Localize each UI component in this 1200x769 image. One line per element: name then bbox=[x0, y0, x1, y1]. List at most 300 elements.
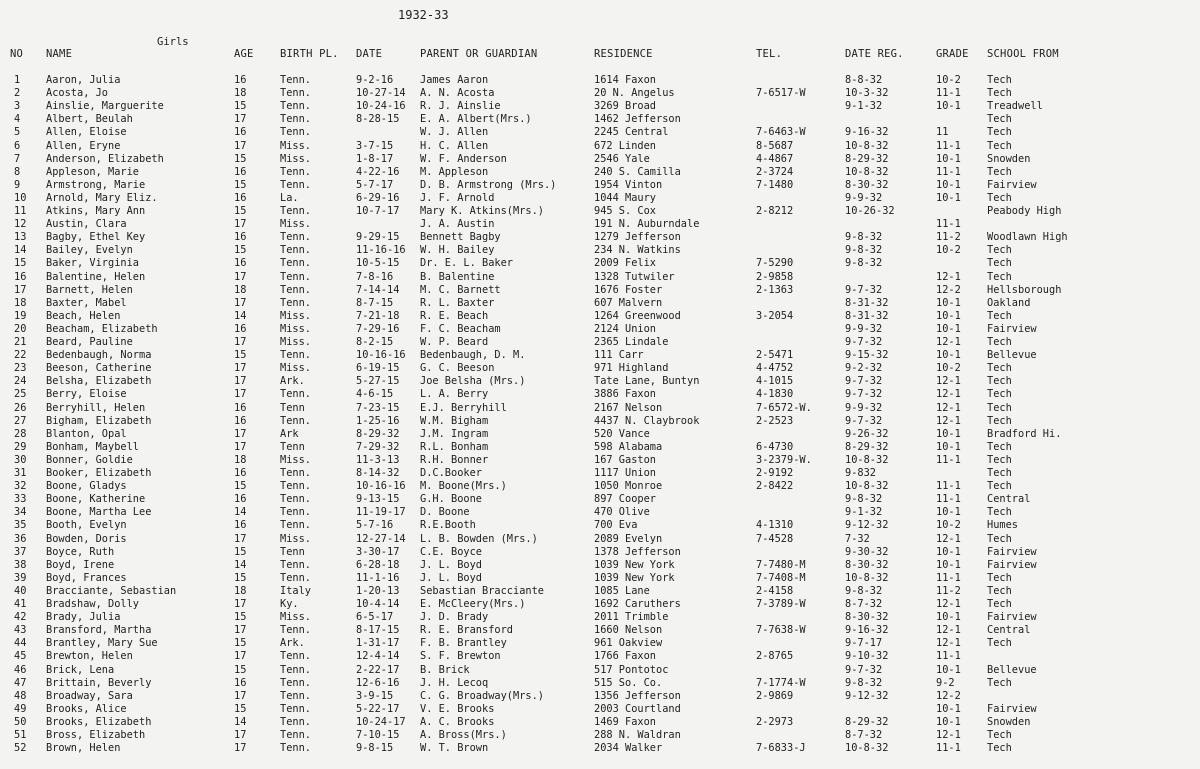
cell-date-registered: 7-32 bbox=[845, 532, 870, 545]
cell-grade: 12-1 bbox=[936, 532, 961, 545]
table-row bbox=[0, 205, 1200, 218]
cell-birth-place: Ark. bbox=[280, 637, 305, 650]
table-row bbox=[0, 624, 1200, 637]
cell-birth-date: 9-8-15 bbox=[356, 742, 394, 755]
table-row bbox=[0, 140, 1200, 153]
cell-date-registered: 9-8-32 bbox=[845, 231, 883, 244]
cell-age: 17 bbox=[234, 139, 247, 152]
cell-parent-guardian: Bedenbaugh, D. M. bbox=[420, 349, 526, 362]
table-row bbox=[0, 716, 1200, 729]
table-row bbox=[0, 153, 1200, 166]
cell-birth-date: 6-28-18 bbox=[356, 558, 400, 571]
cell-birth-place: Miss. bbox=[280, 322, 311, 335]
table-row bbox=[0, 375, 1200, 388]
cell-age: 15 bbox=[234, 702, 247, 715]
cell-date-registered: 9-832 bbox=[845, 467, 876, 479]
cell-school-from: Bradford Hi. bbox=[987, 427, 1062, 440]
table-row bbox=[0, 493, 1200, 506]
cell-birth-date: 12-4-14 bbox=[356, 650, 400, 663]
cell-date-registered: 9-8-32 bbox=[845, 493, 883, 506]
cell-birth-date: 8-17-15 bbox=[356, 624, 400, 637]
cell-residence: 167 Gaston bbox=[594, 453, 656, 466]
cell-telephone: 7-6517-W bbox=[756, 87, 806, 100]
cell-age: 16 bbox=[234, 467, 247, 479]
cell-telephone: 4-4752 bbox=[756, 362, 794, 375]
cell-grade: 12-1 bbox=[936, 388, 961, 401]
table-row bbox=[0, 533, 1200, 546]
cell-birth-date: 11-19-17 bbox=[356, 506, 406, 519]
cell-residence: 1039 New York bbox=[594, 558, 675, 571]
cell-age: 15 bbox=[234, 480, 247, 493]
cell-date-registered: 9-7-32 bbox=[845, 336, 883, 348]
cell-birth-date: 5-27-15 bbox=[356, 375, 400, 388]
cell-row-number: 14 bbox=[14, 244, 27, 257]
table-row bbox=[0, 703, 1200, 716]
cell-date-registered: 8-31-32 bbox=[845, 309, 889, 322]
cell-school-from: Bellevue bbox=[987, 663, 1037, 676]
cell-birth-place: Tenn. bbox=[280, 257, 311, 270]
cell-student-name: Appleson, Marie bbox=[46, 165, 139, 178]
cell-parent-guardian: B. Brick bbox=[420, 663, 470, 676]
cell-birth-place: Tenn. bbox=[280, 244, 311, 257]
cell-birth-date: 7-29-16 bbox=[356, 322, 400, 335]
cell-parent-guardian: B. Balentine bbox=[420, 270, 495, 283]
cell-residence: 517 Pontotoc bbox=[594, 663, 669, 676]
cell-birth-place: Tenn. bbox=[280, 296, 311, 309]
cell-date-registered: 8-30-32 bbox=[845, 178, 889, 191]
cell-birth-date: 11-1-16 bbox=[356, 571, 400, 584]
cell-age: 16 bbox=[234, 676, 247, 689]
cell-grade: 10-1 bbox=[936, 296, 961, 309]
cell-parent-guardian: J.M. Ingram bbox=[420, 427, 489, 440]
cell-birth-place: Tenn. bbox=[280, 467, 311, 479]
cell-school-from: Tech bbox=[987, 584, 1012, 597]
cell-grade: 11-1 bbox=[936, 87, 961, 100]
cell-birth-date: 10-16-16 bbox=[356, 480, 406, 493]
cell-date-registered: 9-15-32 bbox=[845, 349, 889, 362]
cell-row-number: 40 bbox=[14, 584, 27, 597]
cell-row-number: 36 bbox=[14, 532, 27, 545]
cell-parent-guardian: J. L. Boyd bbox=[420, 558, 482, 571]
cell-school-from: Tech bbox=[987, 480, 1012, 493]
cell-row-number: 17 bbox=[14, 283, 27, 296]
cell-row-number: 33 bbox=[14, 493, 27, 506]
cell-birth-place: Tenn. bbox=[280, 270, 311, 283]
cell-age: 15 bbox=[234, 100, 247, 113]
table-row bbox=[0, 349, 1200, 362]
cell-birth-date: 12-6-16 bbox=[356, 676, 400, 689]
cell-row-number: 11 bbox=[14, 205, 27, 217]
cell-date-registered: 9-1-32 bbox=[845, 100, 883, 113]
cell-date-registered: 9-8-32 bbox=[845, 244, 883, 257]
cell-residence: 288 N. Waldran bbox=[594, 729, 681, 741]
cell-birth-place: Tenn. bbox=[280, 74, 311, 86]
cell-birth-place: Ark bbox=[280, 427, 299, 440]
cell-residence: 1044 Maury bbox=[594, 191, 656, 204]
cell-student-name: Bonner, Goldie bbox=[46, 453, 133, 466]
cell-date-registered: 8-30-32 bbox=[845, 611, 889, 624]
table-row bbox=[0, 402, 1200, 415]
cell-residence: 897 Cooper bbox=[594, 493, 656, 506]
cell-birth-date: 1-8-17 bbox=[356, 152, 394, 165]
cell-grade: 10-1 bbox=[936, 663, 961, 676]
table-row bbox=[0, 415, 1200, 428]
cell-residence: 1050 Monroe bbox=[594, 480, 663, 493]
cell-date-registered: 9-8-32 bbox=[845, 257, 883, 270]
cell-birth-date: 1-25-16 bbox=[356, 414, 400, 427]
cell-school-from: Tech bbox=[987, 676, 1012, 689]
cell-student-name: Bonham, Maybell bbox=[46, 440, 139, 453]
cell-birth-place: La. bbox=[280, 191, 299, 204]
cell-residence: Tate Lane, Buntyn bbox=[594, 375, 700, 388]
cell-age: 18 bbox=[234, 87, 247, 100]
cell-date-registered: 9-26-32 bbox=[845, 427, 889, 440]
cell-age: 15 bbox=[234, 244, 247, 257]
cell-residence: 2167 Nelson bbox=[594, 401, 663, 414]
cell-student-name: Boone, Martha Lee bbox=[46, 506, 152, 519]
cell-row-number: 12 bbox=[14, 218, 27, 231]
cell-school-from: Tech bbox=[987, 309, 1012, 322]
cell-grade: 10-1 bbox=[936, 349, 961, 362]
school-year-heading: 1932-33 bbox=[398, 8, 449, 22]
cell-residence: 1279 Jefferson bbox=[594, 231, 681, 244]
cell-birth-date: 3-9-15 bbox=[356, 689, 394, 702]
cell-birth-place: Tenn. bbox=[280, 231, 311, 244]
cell-age: 17 bbox=[234, 362, 247, 375]
cell-parent-guardian: H. C. Allen bbox=[420, 139, 489, 152]
cell-student-name: Booth, Evelyn bbox=[46, 519, 127, 532]
cell-birth-place: Italy bbox=[280, 584, 311, 597]
cell-date-registered: 10-8-32 bbox=[845, 571, 889, 584]
cell-row-number: 6 bbox=[14, 139, 21, 152]
cell-residence: 1117 Union bbox=[594, 467, 656, 479]
cell-parent-guardian: F. C. Beacham bbox=[420, 322, 501, 335]
cell-telephone: 7-3789-W bbox=[756, 598, 806, 610]
cell-parent-guardian: W.M. Bigham bbox=[420, 414, 489, 427]
cell-birth-place: Tenn. bbox=[280, 113, 311, 126]
cell-residence: 240 S. Camilla bbox=[594, 165, 681, 178]
cell-grade: 11-1 bbox=[936, 453, 961, 466]
cell-date-registered: 9-16-32 bbox=[845, 126, 889, 139]
cell-telephone: 7-6833-J bbox=[756, 742, 806, 755]
cell-school-from: Tech bbox=[987, 467, 1012, 479]
cell-birth-date: 6-5-17 bbox=[356, 611, 394, 624]
cell-school-from: Bellevue bbox=[987, 349, 1037, 362]
cell-age: 16 bbox=[234, 519, 247, 532]
table-row bbox=[0, 113, 1200, 126]
table-row bbox=[0, 559, 1200, 572]
cell-date-registered: 9-12-32 bbox=[845, 519, 889, 532]
cell-school-from: Snowden bbox=[987, 152, 1031, 165]
cell-age: 17 bbox=[234, 598, 247, 610]
cell-residence: 672 Linden bbox=[594, 139, 656, 152]
table-row bbox=[0, 546, 1200, 559]
cell-residence: 2365 Lindale bbox=[594, 336, 669, 348]
table-row bbox=[0, 637, 1200, 650]
cell-age: 18 bbox=[234, 453, 247, 466]
table-row bbox=[0, 336, 1200, 349]
cell-row-number: 22 bbox=[14, 349, 27, 362]
cell-parent-guardian: J. A. Austin bbox=[420, 218, 495, 231]
cell-student-name: Brewton, Helen bbox=[46, 650, 133, 663]
cell-grade: 11-1 bbox=[936, 218, 961, 231]
cell-birth-place: Tenn. bbox=[280, 702, 311, 715]
cell-telephone: 7-1774-W bbox=[756, 676, 806, 689]
cell-school-from: Woodlawn High bbox=[987, 231, 1068, 244]
cell-birth-date: 9-29-15 bbox=[356, 231, 400, 244]
cell-age: 16 bbox=[234, 165, 247, 178]
cell-birth-place: Tenn bbox=[280, 545, 305, 558]
cell-birth-date: 7-14-14 bbox=[356, 283, 400, 296]
cell-school-from: Tech bbox=[987, 598, 1012, 610]
cell-row-number: 26 bbox=[14, 401, 27, 414]
cell-student-name: Beard, Pauline bbox=[46, 336, 133, 348]
cell-birth-place: Ky. bbox=[280, 598, 299, 610]
cell-school-from: Treadwell bbox=[987, 100, 1043, 113]
cell-student-name: Broadway, Sara bbox=[46, 689, 133, 702]
cell-residence: 2546 Yale bbox=[594, 152, 650, 165]
cell-birth-date: 12-27-14 bbox=[356, 532, 406, 545]
cell-age: 16 bbox=[234, 257, 247, 270]
cell-grade: 11-2 bbox=[936, 231, 961, 244]
cell-age: 15 bbox=[234, 349, 247, 362]
cell-birth-date: 11-3-13 bbox=[356, 453, 400, 466]
table-row bbox=[0, 218, 1200, 231]
cell-age: 17 bbox=[234, 296, 247, 309]
cell-age: 17 bbox=[234, 375, 247, 388]
table-row bbox=[0, 729, 1200, 742]
cell-grade: 10-1 bbox=[936, 152, 961, 165]
cell-grade: 9-2 bbox=[936, 676, 955, 689]
cell-student-name: Anderson, Elizabeth bbox=[46, 152, 164, 165]
cell-school-from: Tech bbox=[987, 191, 1012, 204]
cell-birth-date: 10-27-14 bbox=[356, 87, 406, 100]
header-date: DATE bbox=[356, 48, 383, 60]
table-row bbox=[0, 454, 1200, 467]
cell-telephone: 7-5290 bbox=[756, 257, 794, 270]
cell-age: 18 bbox=[234, 283, 247, 296]
cell-birth-place: Tenn. bbox=[280, 414, 311, 427]
cell-age: 17 bbox=[234, 113, 247, 126]
cell-row-number: 45 bbox=[14, 650, 27, 663]
cell-school-from: Peabody High bbox=[987, 205, 1062, 217]
cell-birth-place: Tenn. bbox=[280, 126, 311, 139]
cell-telephone: 3-2379-W. bbox=[756, 453, 812, 466]
cell-parent-guardian: S. F. Brewton bbox=[420, 650, 501, 663]
cell-date-registered: 10-3-32 bbox=[845, 87, 889, 100]
cell-school-from: Tech bbox=[987, 257, 1012, 270]
table-row bbox=[0, 428, 1200, 441]
cell-student-name: Bradshaw, Dolly bbox=[46, 598, 139, 610]
cell-parent-guardian: C. G. Broadway(Mrs.) bbox=[420, 689, 544, 702]
table-row bbox=[0, 598, 1200, 611]
cell-student-name: Bigham, Elizabeth bbox=[46, 414, 152, 427]
cell-parent-guardian: Sebastian Bracciante bbox=[420, 584, 544, 597]
cell-parent-guardian: F. B. Brantley bbox=[420, 637, 507, 650]
cell-student-name: Armstrong, Marie bbox=[46, 178, 146, 191]
cell-birth-date: 3-7-15 bbox=[356, 139, 394, 152]
cell-birth-date: 10-16-16 bbox=[356, 349, 406, 362]
table-row bbox=[0, 690, 1200, 703]
cell-row-number: 50 bbox=[14, 715, 27, 728]
cell-student-name: Boyd, Frances bbox=[46, 571, 127, 584]
cell-school-from: Tech bbox=[987, 244, 1012, 257]
cell-parent-guardian: W. H. Bailey bbox=[420, 244, 495, 257]
cell-student-name: Bedenbaugh, Norma bbox=[46, 349, 152, 362]
cell-residence: 1085 Lane bbox=[594, 584, 650, 597]
cell-school-from: Tech bbox=[987, 336, 1012, 348]
cell-row-number: 32 bbox=[14, 480, 27, 493]
cell-birth-place: Tenn bbox=[280, 401, 305, 414]
cell-grade: 10-1 bbox=[936, 558, 961, 571]
cell-school-from: Fairview bbox=[987, 322, 1037, 335]
cell-telephone: 7-7638-W bbox=[756, 624, 806, 637]
cell-birth-place: Miss. bbox=[280, 139, 311, 152]
cell-student-name: Berryhill, Helen bbox=[46, 401, 146, 414]
cell-age: 17 bbox=[234, 218, 247, 231]
cell-date-registered: 9-9-32 bbox=[845, 401, 883, 414]
cell-age: 17 bbox=[234, 650, 247, 663]
cell-grade: 11-1 bbox=[936, 480, 961, 493]
cell-parent-guardian: D.C.Booker bbox=[420, 467, 482, 479]
cell-age: 17 bbox=[234, 388, 247, 401]
cell-age: 15 bbox=[234, 611, 247, 624]
table-row bbox=[0, 323, 1200, 336]
cell-row-number: 19 bbox=[14, 309, 27, 322]
cell-row-number: 4 bbox=[14, 113, 21, 126]
cell-date-registered: 9-9-32 bbox=[845, 322, 883, 335]
cell-date-registered: 9-8-32 bbox=[845, 676, 883, 689]
cell-date-registered: 10-8-32 bbox=[845, 480, 889, 493]
cell-residence: 2009 Felix bbox=[594, 257, 656, 270]
table-row bbox=[0, 506, 1200, 519]
table-row bbox=[0, 441, 1200, 454]
cell-student-name: Bailey, Evelyn bbox=[46, 244, 133, 257]
cell-student-name: Brown, Helen bbox=[46, 742, 121, 755]
table-row bbox=[0, 179, 1200, 192]
cell-grade: 12-2 bbox=[936, 689, 961, 702]
cell-school-from: Tech bbox=[987, 375, 1012, 388]
table-row bbox=[0, 677, 1200, 690]
cell-row-number: 8 bbox=[14, 165, 21, 178]
cell-telephone: 2-9192 bbox=[756, 467, 794, 479]
cell-telephone: 4-1310 bbox=[756, 519, 794, 532]
cell-residence: 1328 Tutwiler bbox=[594, 270, 675, 283]
cell-school-from: Hellsborough bbox=[987, 283, 1062, 296]
table-row bbox=[0, 126, 1200, 139]
cell-row-number: 18 bbox=[14, 296, 27, 309]
cell-grade: 10-1 bbox=[936, 427, 961, 440]
cell-school-from: Tech bbox=[987, 165, 1012, 178]
cell-parent-guardian: G.H. Boone bbox=[420, 493, 482, 506]
cell-school-from: Tech bbox=[987, 362, 1012, 375]
cell-parent-guardian: James Aaron bbox=[420, 74, 489, 86]
cell-row-number: 39 bbox=[14, 571, 27, 584]
cell-age: 15 bbox=[234, 178, 247, 191]
header-no: NO bbox=[10, 48, 24, 60]
cell-birth-place: Miss. bbox=[280, 362, 311, 375]
cell-date-registered: 10-8-32 bbox=[845, 453, 889, 466]
cell-birth-place: Tenn. bbox=[280, 506, 311, 519]
cell-student-name: Aaron, Julia bbox=[46, 74, 121, 86]
cell-birth-place: Tenn. bbox=[280, 715, 311, 728]
cell-student-name: Bransford, Martha bbox=[46, 624, 152, 637]
cell-birth-date: 7-10-15 bbox=[356, 729, 400, 741]
cell-student-name: Arnold, Mary Eliz. bbox=[46, 191, 158, 204]
cell-telephone: 2-5471 bbox=[756, 349, 794, 362]
cell-residence: 1378 Jefferson bbox=[594, 545, 681, 558]
cell-grade: 10-2 bbox=[936, 362, 961, 375]
header-parent: PARENT OR GUARDIAN bbox=[420, 48, 538, 60]
cell-birth-place: Tenn. bbox=[280, 571, 311, 584]
cell-row-number: 7 bbox=[14, 152, 21, 165]
cell-parent-guardian: E. A. Albert(Mrs.) bbox=[420, 113, 532, 126]
cell-date-registered: 9-2-32 bbox=[845, 362, 883, 375]
cell-parent-guardian: D. Boone bbox=[420, 506, 470, 519]
cell-row-number: 41 bbox=[14, 598, 27, 610]
cell-birth-date: 7-8-16 bbox=[356, 270, 394, 283]
cell-birth-date: 9-2-16 bbox=[356, 74, 394, 86]
table-row bbox=[0, 664, 1200, 677]
cell-student-name: Booker, Elizabeth bbox=[46, 467, 152, 479]
cell-parent-guardian: J. D. Brady bbox=[420, 611, 489, 624]
cell-row-number: 31 bbox=[14, 467, 27, 479]
cell-student-name: Bagby, Ethel Key bbox=[46, 231, 146, 244]
cell-residence: 945 S. Cox bbox=[594, 205, 656, 217]
cell-grade: 10-2 bbox=[936, 74, 961, 86]
cell-birth-date: 6-29-16 bbox=[356, 191, 400, 204]
cell-grade: 10-1 bbox=[936, 322, 961, 335]
cell-row-number: 35 bbox=[14, 519, 27, 532]
cell-date-registered: 9-16-32 bbox=[845, 624, 889, 637]
cell-grade: 10-1 bbox=[936, 506, 961, 519]
cell-residence: 2124 Union bbox=[594, 322, 656, 335]
cell-birth-place: Tenn. bbox=[280, 205, 311, 217]
cell-student-name: Atkins, Mary Ann bbox=[46, 205, 146, 217]
cell-school-from: Tech bbox=[987, 453, 1012, 466]
header-age: AGE bbox=[234, 48, 254, 60]
cell-birth-date: 8-14-32 bbox=[356, 467, 400, 479]
cell-date-registered: 9-7-32 bbox=[845, 388, 883, 401]
cell-student-name: Brady, Julia bbox=[46, 611, 121, 624]
cell-student-name: Barnett, Helen bbox=[46, 283, 133, 296]
cell-row-number: 47 bbox=[14, 676, 27, 689]
header-tel: TEL. bbox=[756, 48, 783, 60]
cell-school-from: Tech bbox=[987, 74, 1012, 86]
cell-school-from: Tech bbox=[987, 506, 1012, 519]
cell-grade: 10-1 bbox=[936, 702, 961, 715]
cell-telephone: 6-4730 bbox=[756, 440, 794, 453]
cell-parent-guardian: E. McCleery(Mrs.) bbox=[420, 598, 526, 610]
cell-birth-place: Tenn. bbox=[280, 87, 311, 100]
cell-grade: 10-2 bbox=[936, 519, 961, 532]
cell-grade: 12-1 bbox=[936, 414, 961, 427]
cell-birth-date: 4-6-15 bbox=[356, 388, 394, 401]
cell-birth-date: 8-29-32 bbox=[356, 427, 400, 440]
cell-age: 14 bbox=[234, 506, 247, 519]
cell-school-from: Tech bbox=[987, 532, 1012, 545]
cell-age: 16 bbox=[234, 493, 247, 506]
cell-school-from: Tech bbox=[987, 87, 1012, 100]
cell-residence: 598 Alabama bbox=[594, 440, 663, 453]
cell-birth-place: Tenn. bbox=[280, 663, 311, 676]
cell-parent-guardian: G. C. Beeson bbox=[420, 362, 495, 375]
cell-parent-guardian: J. L. Boyd bbox=[420, 571, 482, 584]
cell-age: 15 bbox=[234, 545, 247, 558]
cell-telephone: 2-2523 bbox=[756, 414, 794, 427]
cell-parent-guardian: R.E.Booth bbox=[420, 519, 476, 532]
header-name: NAME bbox=[46, 48, 73, 60]
